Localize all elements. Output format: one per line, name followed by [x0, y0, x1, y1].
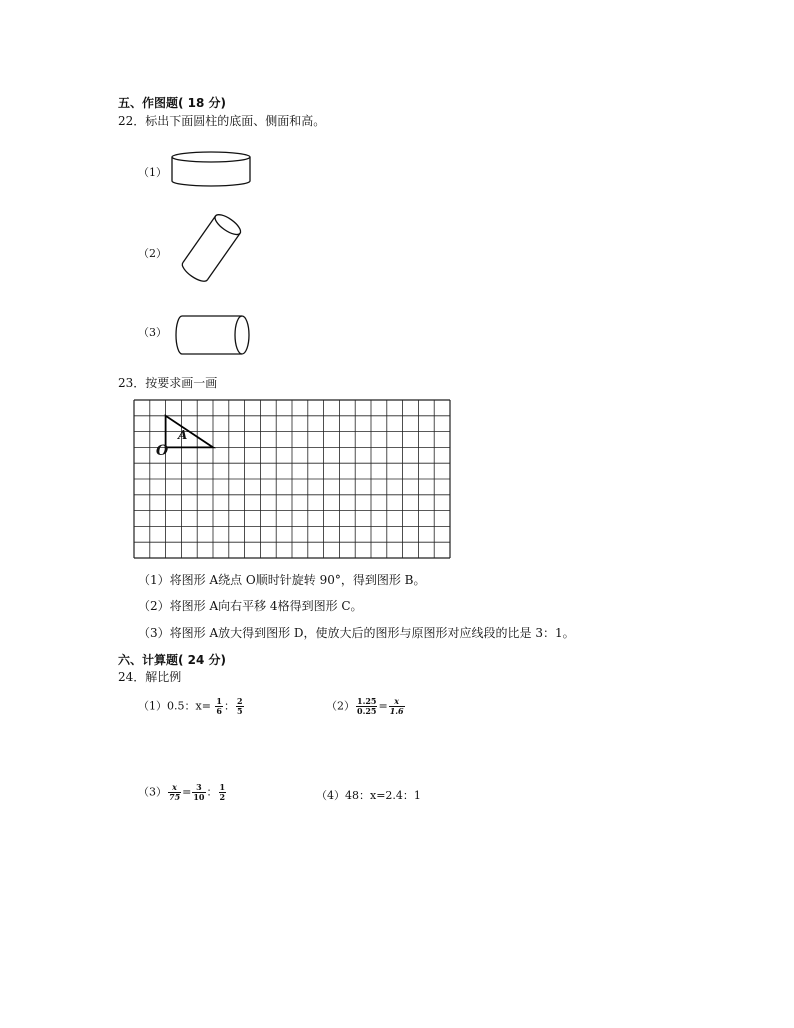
fraction [215, 697, 223, 716]
denominator: 10 [193, 792, 205, 802]
cylinder-3-label: （3） [138, 326, 167, 339]
square-grid [134, 400, 452, 560]
numerator: 1 [219, 782, 226, 792]
denominator: 1.6 [389, 706, 404, 716]
section-five-heading: 五、作图题( 18 分) [118, 96, 227, 110]
denominator: 2 [219, 792, 226, 802]
fraction [168, 783, 181, 802]
denominator: 5 [237, 706, 243, 716]
denominator: 75 [169, 792, 181, 802]
numerator: 2 [237, 696, 243, 706]
cylinder-2-label: （2） [138, 247, 167, 260]
question-23-prompt: 23．按要求画一画 [118, 376, 218, 390]
fraction [236, 697, 244, 716]
numerator: 3 [192, 783, 205, 793]
cylinder-1-figure [170, 150, 254, 190]
proportion-4-label: （4） [316, 789, 345, 802]
proportion-1 [138, 697, 245, 716]
fraction [389, 697, 405, 716]
question-22-prompt: 22．标出下面圆柱的底面、侧面和高。 [118, 114, 326, 128]
task-1: （1）将图形 A绕点 O顺时针旋转 90°，得到图形 B。 [138, 573, 426, 587]
fraction [219, 783, 227, 802]
cylinder-1-label: （1） [138, 166, 167, 179]
denominator: 0.25 [357, 706, 377, 716]
numerator: 1.25 [357, 696, 377, 706]
equals-sign: = [182, 785, 192, 799]
task-3: （3）将图形 A放大得到图形 D，使放大后的图形与原图形对应线段的比是 3：1。 [138, 626, 575, 640]
proportion-3 [138, 783, 227, 802]
equals-sign: = [378, 699, 388, 713]
proportion-4 [316, 787, 421, 803]
proportion-4-expr: 48：x=2.4：1 [345, 789, 421, 802]
ratio-sign: ： [224, 699, 235, 713]
numerator: x [389, 697, 405, 707]
cylinder-2-figure [174, 210, 244, 288]
fraction [356, 697, 377, 716]
fraction [192, 783, 205, 802]
question-24-prompt: 24．解比例 [118, 670, 182, 684]
denominator: 6 [216, 706, 222, 716]
task-2: （2）将图形 A向右平移 4格得到图形 C。 [138, 599, 363, 613]
numerator: 1 [216, 696, 222, 706]
proportion-3-label: （3） [138, 785, 167, 799]
proportion-1-label: （1） [138, 699, 167, 713]
section-six-heading: 六、计算题( 24 分) [118, 653, 227, 667]
ratio-sign: ： [206, 785, 218, 799]
cylinder-3-figure [174, 313, 254, 357]
numerator: x [168, 783, 181, 793]
shape-a-label: A [178, 428, 188, 442]
point-o-label: O [156, 443, 169, 459]
proportion-1-lhs: 0.5：x= [167, 699, 211, 713]
proportion-2-label: （2） [326, 699, 355, 713]
proportion-2 [326, 697, 406, 716]
